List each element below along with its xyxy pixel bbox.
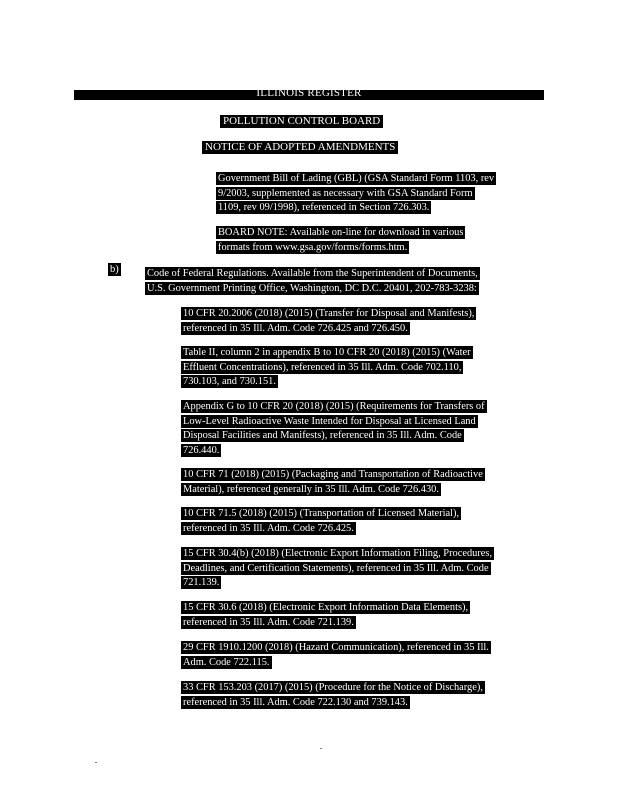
text-line: referenced in 35 Ill. Adm. Code 722.130 and 739.143. xyxy=(183,696,408,708)
text-line: Material), referenced generally in 35 Ill. Adm. Code 726.430. xyxy=(183,483,439,495)
cfr-ref xyxy=(181,543,494,587)
text-line: 730.103, and 730.151. xyxy=(183,376,276,387)
text-line: Government Bill of Lading (GBL) (GSA Standard Form 1103, rev xyxy=(218,173,495,184)
cfr-ref xyxy=(181,637,491,666)
notice-heading: NOTICE OF ADOPTED AMENDMENTS xyxy=(202,141,398,154)
text-line: referenced in 35 Ill. Adm. Code 726.425 and 726.450. xyxy=(183,322,408,334)
text-line: 10 CFR 71 (2018) (2015) (Packaging and Transportation of Radioactive xyxy=(183,469,483,480)
board-note xyxy=(216,222,465,251)
text-line: referenced in 35 Ill. Adm. Code 721.139. xyxy=(183,616,354,628)
register-title: ILLINOIS REGISTER xyxy=(256,87,362,99)
cfr-ref xyxy=(181,597,470,626)
text-line: U.S. Government Printing Office, Washington, DC D.C. 20401, 202-783-3238: xyxy=(147,282,477,294)
text-line: Deadlines, and Certification Statements), referenced in 35 Ill. Adm. Code xyxy=(183,562,489,574)
scan-speck xyxy=(320,748,322,749)
text-line: Effluent Concentrations), referenced in 35 Ill. Adm. Code 702.110, xyxy=(183,361,462,373)
cfr-ref xyxy=(181,464,485,493)
text-line: 33 CFR 153.203 (2017) (2015) (Procedure for the Notice of Discharge), xyxy=(183,682,483,693)
text-line: 10 CFR 71.5 (2018) (2015) (Transportation of Licensed Material), xyxy=(183,508,460,519)
text-line: 15 CFR 30.6 (2018) (Electronic Export Information Data Elements), xyxy=(183,602,469,613)
text-line: 10 CFR 20.2006 (2018) (2015) (Transfer for Disposal and Manifests), xyxy=(183,308,475,319)
text-line: Disposal Facilities and Manifests), referenced in 35 Ill. Adm. Code xyxy=(183,430,462,441)
scan-speck xyxy=(95,762,97,763)
cfr-ref xyxy=(181,342,473,386)
text-line: Appendix G to 10 CFR 20 (2018) (2015) (Requirements for Transfers of xyxy=(183,401,485,412)
text-line: 1109, rev 09/1998), referenced in Section 726.303. xyxy=(218,202,430,213)
text-line: Code of Federal Regulations. Available from the Superintendent of Documents, xyxy=(147,268,478,279)
text-line: 15 CFR 30.4(b) (2018) (Electronic Export Information Filing, Procedures, xyxy=(183,548,493,559)
text-line: 726.440. xyxy=(183,444,220,456)
cfr-intro xyxy=(145,263,480,292)
text-line: Table II, column 2 in appendix B to 10 CFR 20 (2018) (2015) (Water xyxy=(183,347,471,358)
cfr-ref xyxy=(181,303,476,332)
text-line: 721.139. xyxy=(183,577,220,588)
board-heading: POLLUTION CONTROL BOARD xyxy=(220,115,383,128)
text-line: BOARD NOTE: Available on-line for download in various xyxy=(218,227,464,238)
text-line: 29 CFR 1910.1200 (2018) (Hazard Communication), referenced in 35 Ill. xyxy=(183,642,489,653)
text-line: Adm. Code 722.115. xyxy=(183,656,270,668)
cfr-ref xyxy=(181,396,487,454)
text-line: Low-Level Radioactive Waste Intended for Disposal at Licensed Land xyxy=(183,415,476,427)
item-marker: b) xyxy=(110,264,119,275)
cfr-ref xyxy=(181,503,461,532)
text-line: 9/2003, supplemented as necessary with GSA Standard Form xyxy=(218,187,473,199)
text-line: formats from www.gsa.gov/forms/forms.htm. xyxy=(218,241,408,253)
text-line: referenced in 35 Ill. Adm. Code 726.425. xyxy=(183,522,354,534)
cfr-ref xyxy=(181,677,485,706)
gbl-paragraph xyxy=(216,168,496,212)
